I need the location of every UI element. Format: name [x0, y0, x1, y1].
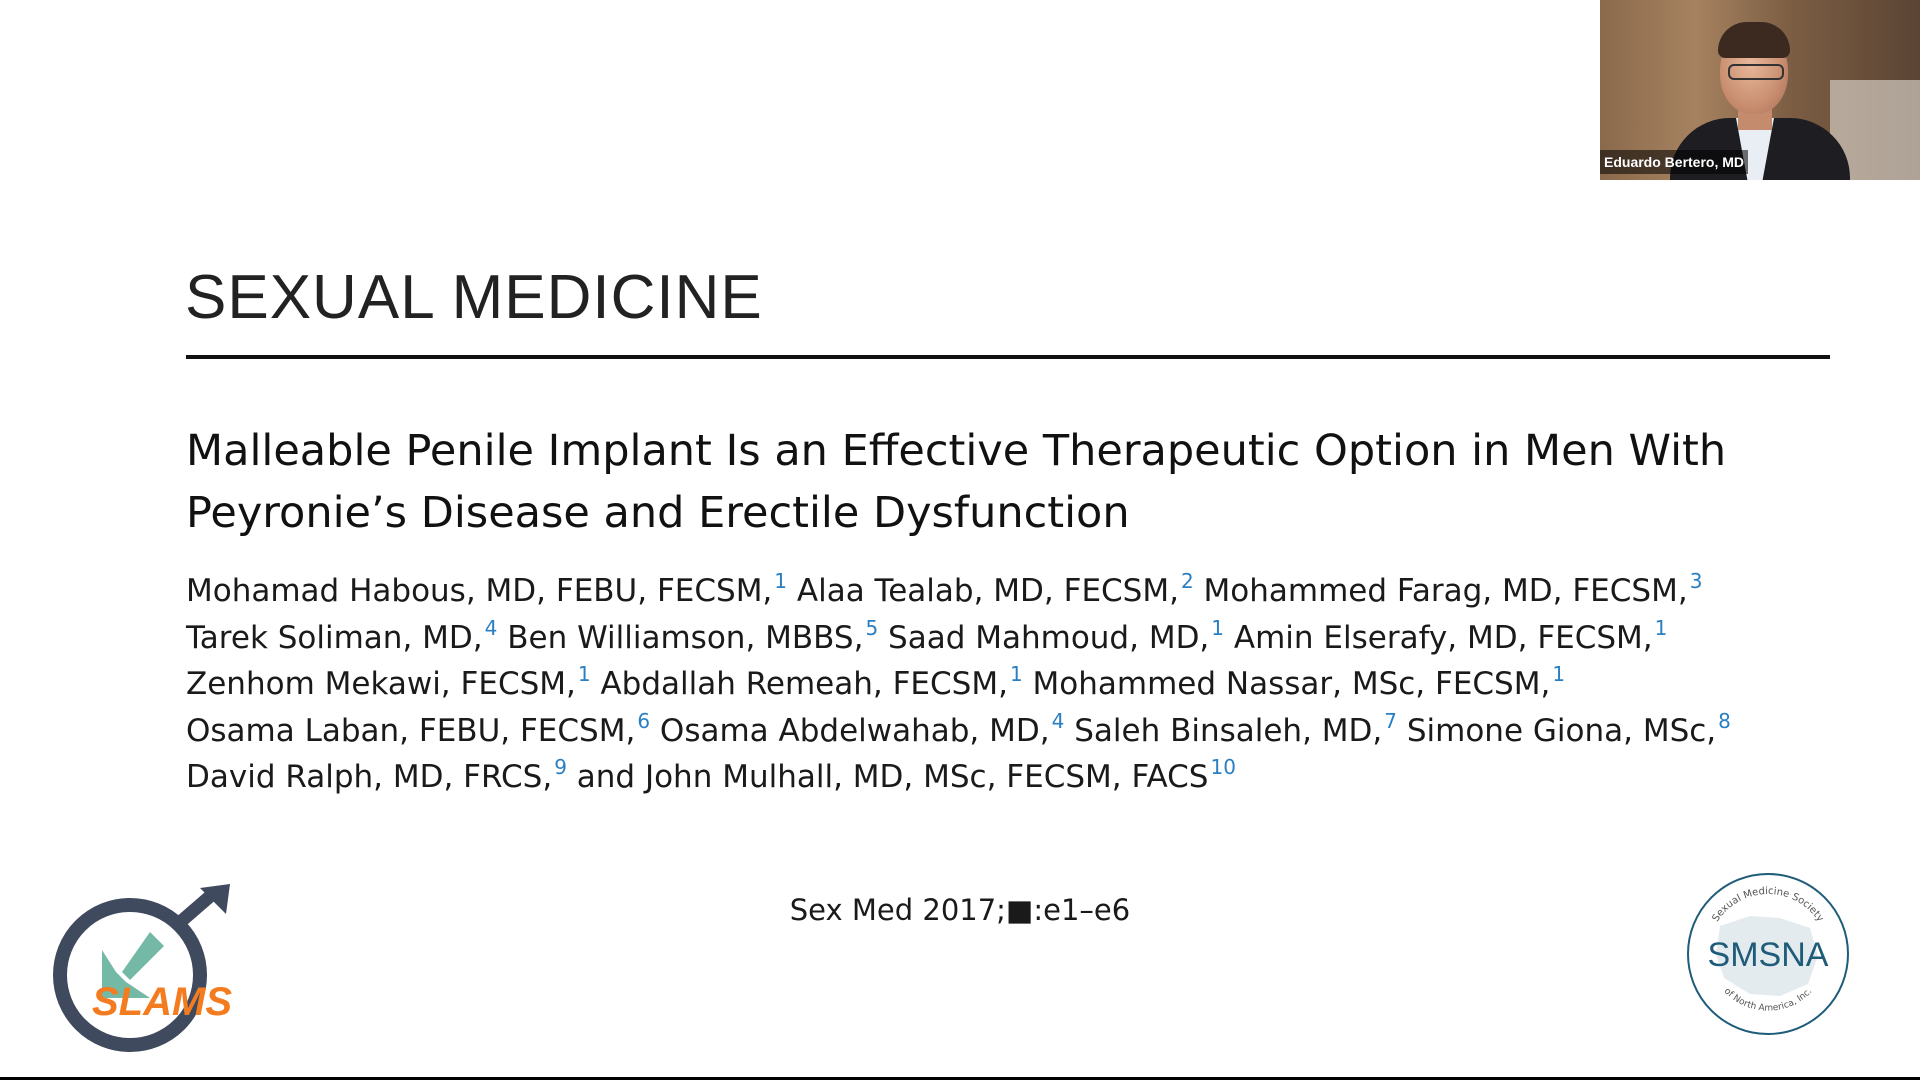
author-name: Mohamad Habous, MD, FEBU, FECSM, — [186, 573, 773, 609]
author-name: Alaa Tealab, MD, FECSM, — [787, 573, 1179, 609]
affiliation-superscript[interactable]: 10 — [1210, 755, 1236, 779]
journal-name: SEXUAL MEDICINE — [185, 263, 763, 332]
author-line — [186, 615, 1826, 662]
affiliation-superscript[interactable]: 1 — [1654, 615, 1668, 640]
affiliation-superscript[interactable]: 1 — [1009, 662, 1023, 686]
participant-video-tile[interactable] — [1600, 0, 1920, 180]
author-list — [186, 568, 1826, 801]
affiliation-superscript[interactable]: 1 — [577, 662, 591, 686]
participant-glasses — [1728, 64, 1784, 80]
affiliation-superscript[interactable]: 8 — [1718, 708, 1731, 733]
affiliation-superscript[interactable]: 5 — [865, 615, 879, 640]
affiliation-superscript[interactable]: 4 — [484, 615, 498, 640]
affiliation-superscript[interactable]: 1 — [1552, 662, 1566, 686]
affiliation-superscript[interactable]: 1 — [1211, 615, 1225, 640]
author-name: Zenhom Mekawi, FECSM, — [186, 666, 576, 702]
author-line — [186, 568, 1826, 615]
participant-hair — [1718, 22, 1790, 58]
author-name: David Ralph, MD, FRCS, — [186, 759, 553, 795]
affiliation-superscript[interactable]: 9 — [554, 755, 567, 779]
header-divider — [186, 355, 1830, 359]
affiliation-superscript[interactable]: 2 — [1180, 569, 1194, 593]
affiliation-superscript[interactable]: 7 — [1384, 708, 1397, 733]
author-line — [186, 754, 1826, 801]
author-name: Osama Laban, FEBU, FECSM, — [186, 712, 636, 749]
author-line — [186, 661, 1826, 708]
affiliation-superscript[interactable]: 4 — [1051, 708, 1065, 733]
slams-text: SLAMS — [92, 980, 232, 1024]
participant-name-label: Eduardo Bertero, MD — [1600, 150, 1748, 174]
smsna-logo — [1680, 866, 1856, 1042]
article-title-line-1: Malleable Penile Implant Is an Effective Therapeutic Option in Men With — [186, 426, 1727, 476]
slams-logo — [30, 880, 270, 1055]
author-name: Abdallah Remeah, FECSM, — [590, 666, 1008, 702]
author-name: Saleh Binsaleh, MD, — [1064, 712, 1383, 749]
smsna-ring-top-text: Sexual Medicine Society — [1710, 885, 1826, 924]
author-name: Ben Williamson, MBBS, — [497, 619, 864, 656]
author-name: Mohammed Farag, MD, FECSM, — [1193, 573, 1688, 609]
affiliation-superscript[interactable]: 6 — [637, 708, 651, 733]
smsna-ring-bottom-text: of North America, Inc. — [1721, 986, 1815, 1014]
author-name: Simone Giona, MSc, — [1397, 712, 1717, 749]
author-name: Saad Mahmoud, MD, — [878, 619, 1210, 656]
author-name: Amin Elserafy, MD, FECSM, — [1224, 619, 1653, 656]
author-name: and John Mulhall, MD, MSc, FECSM, FACS — [566, 759, 1209, 795]
author-name: Mohammed Nassar, MSc, FECSM, — [1022, 666, 1551, 702]
smsna-text: SMSNA — [1707, 936, 1829, 974]
citation: Sex Med 2017;■:e1–e6 — [789, 893, 1131, 927]
article-title — [186, 420, 1826, 544]
author-name: Osama Abdelwahab, MD, — [650, 712, 1050, 749]
author-line — [186, 708, 1826, 755]
article-title-line-2: Peyronie’s Disease and Erectile Dysfunction — [186, 488, 1130, 538]
affiliation-superscript[interactable]: 3 — [1689, 569, 1703, 593]
affiliation-superscript[interactable]: 1 — [774, 569, 788, 593]
author-name: Tarek Soliman, MD, — [186, 619, 483, 656]
